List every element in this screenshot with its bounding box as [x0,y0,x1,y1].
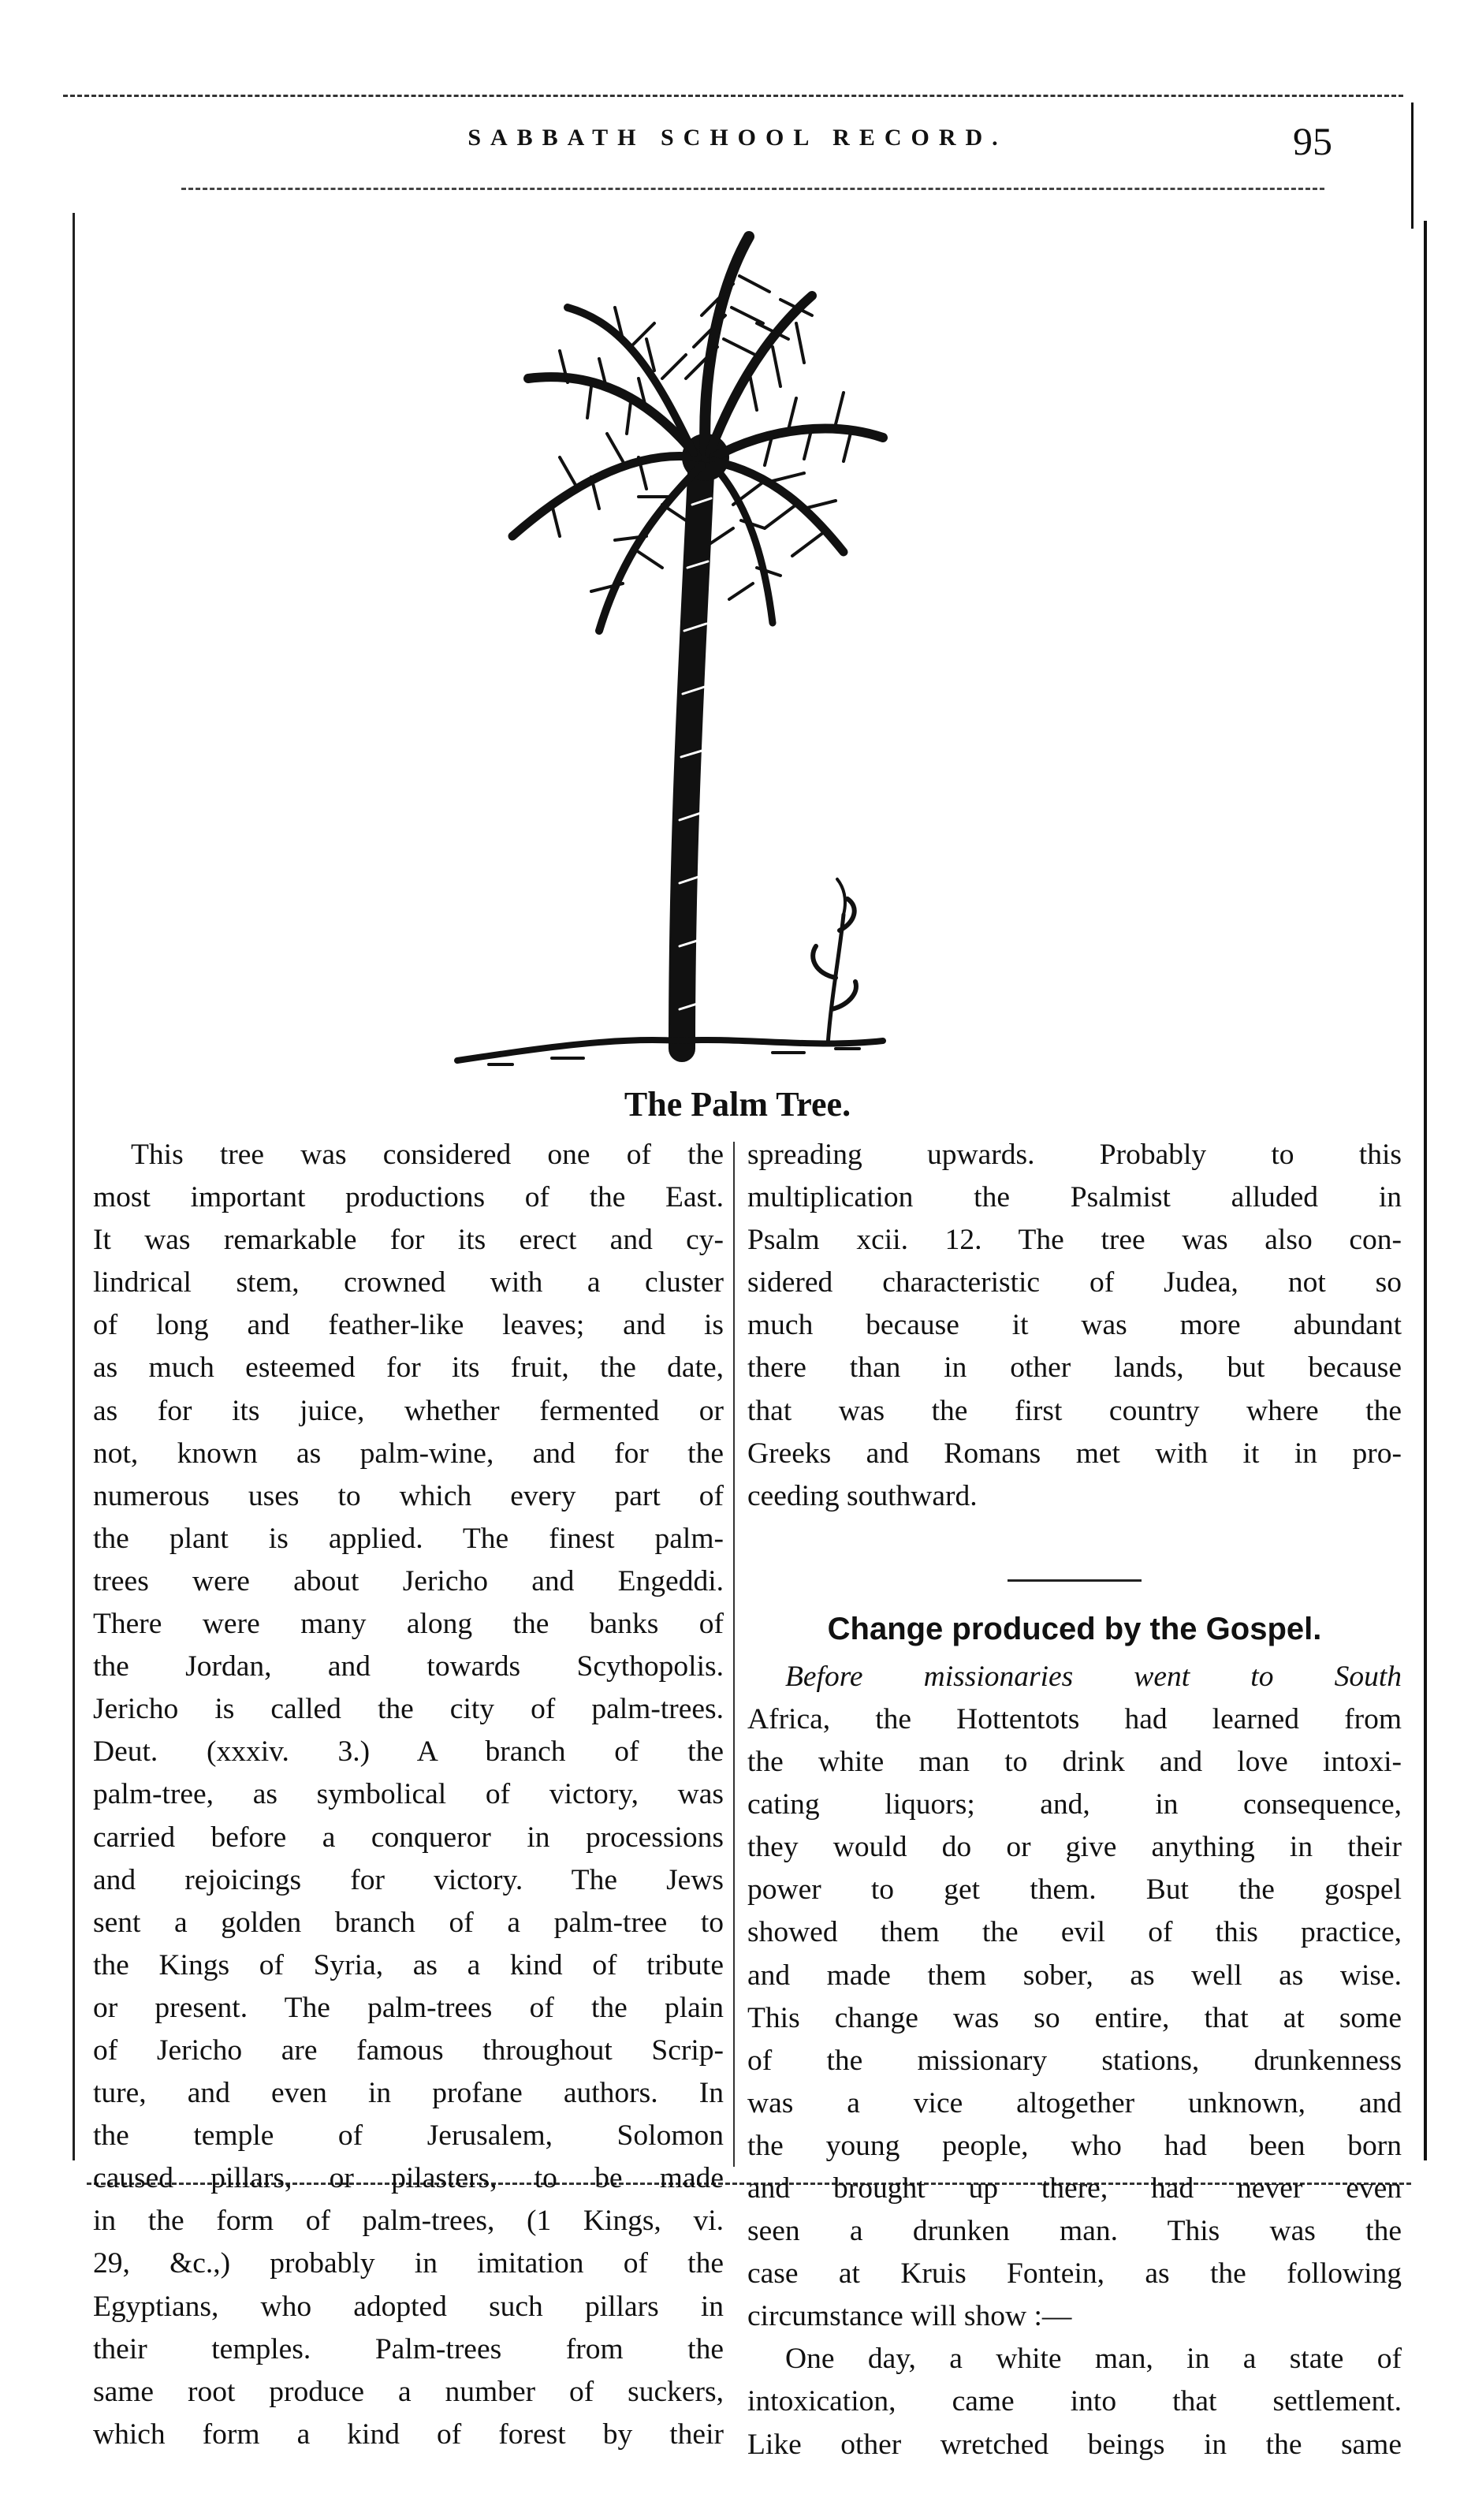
text-line: Like other wretched beings in the same [747,2428,1402,2461]
text-line: carried before a conqueror in processions [93,1821,724,1854]
text-line: circumstance will show :— [747,2300,1072,2333]
text-line: lindrical stem, crowned with a cluster [93,1266,724,1299]
text-line: Before missionaries went to South [785,1660,1402,1693]
column-divider-rule [733,1142,735,2167]
text-line: Egyptians, who adopted such pillars in [93,2290,724,2323]
article-heading: Change produced by the Gospel. [827,1611,1322,1646]
text-line: the Kings of Syria, as a kind of tribute [93,1948,724,1981]
right-column [747,1134,1402,2466]
running-title: SABBATH SCHOOL RECORD. [467,125,1008,151]
text-line: palm-tree, as symbolical of victory, was [93,1778,724,1811]
text-line: cating liquors; and, in consequence, [747,1788,1402,1821]
text-line: Jericho is called the city of palm-trees. [93,1693,724,1726]
header-top-rule [63,95,1403,97]
text-line: 29, &c.,) probably in imitation of the [93,2247,724,2280]
text-line: was a vice altogether unknown, and [747,2086,1402,2119]
text-line: There were many along the banks of [93,1608,724,1641]
page-number: 95 [1293,119,1332,163]
text-line: and rejoicings for victory. The Jews [93,1863,724,1896]
text-line: intoxication, came into that settlement. [747,2385,1402,2418]
text-line: of Jericho are famous throughout Scrip- [93,2034,724,2067]
text-line: trees were about Jericho and Engeddi. [93,1564,724,1597]
text-line: multiplication the Psalmist alluded in [747,1181,1402,1214]
header-bottom-rule [181,188,1324,190]
text-line: or present. The palm-trees of the plain [93,1991,724,2024]
text-line: Greeks and Romans met with it in pro- [747,1437,1402,1470]
text-line: the Jordan, and towards Scythopolis. [93,1650,724,1683]
section-divider [1008,1579,1142,1582]
text-line: most important productions of the East. [93,1181,724,1214]
text-line: showed them the evil of this practice, [747,1916,1402,1949]
text-line: the temple of Jerusalem, Solomon [93,2119,724,2153]
text-line: caused pillars, or pilasters, to be made [93,2162,724,2195]
frame-rule-left [73,213,75,2160]
text-line: same root produce a number of suckers, [93,2375,724,2408]
text-line: This tree was considered one of the [131,1139,724,1171]
text-line: in the form of palm-trees, (1 Kings, vi. [93,2205,724,2238]
text-line: as for its juice, whether fermented or [93,1394,724,1427]
text-line: and brought up there, had never even [747,2171,1402,2205]
text-line: as much esteemed for its fruit, the date, [93,1351,724,1385]
text-line: spreading upwards. Probably to this [747,1139,1402,1171]
text-line: seen a drunken man. This was the [747,2215,1402,2248]
text-line: sent a golden branch of a palm-tree to [93,1906,724,1939]
frame-rule-right-top [1411,103,1414,229]
text-line: which form a kind of forest by their [93,2417,724,2451]
figure-caption: The Palm Tree. [624,1085,851,1124]
palm-tree-icon [441,221,1009,1080]
text-line: of long and feather-like leaves; and is [93,1309,724,1342]
text-line: the plant is applied. The finest palm- [93,1522,724,1555]
text-line: there than in other lands, but because [747,1351,1402,1385]
text-line: numerous uses to which every part of [93,1479,724,1512]
text-line: case at Kruis Fontein, as the following [747,2257,1402,2291]
text-line: Africa, the Hottentots had learned from [747,1702,1402,1735]
text-line: the young people, who had been born [747,2129,1402,2162]
text-line: much because it was more abundant [747,1309,1402,1342]
text-line: power to get them. But the gospel [747,1873,1402,1907]
text-line: their temples. Palm-trees from the [93,2332,724,2365]
text-line: of the missionary stations, drunkenness [747,2044,1402,2077]
text-line: ture, and even in profane authors. In [93,2077,724,2110]
frame-rule-right [1424,221,1427,2160]
text-line: This change was so entire, that at some [747,2001,1402,2034]
text-line: sidered characteristic of Judea, not so [747,1266,1402,1299]
text-line: It was remarkable for its erect and cy- [93,1224,724,1257]
text-line: Deut. (xxxiv. 3.) A branch of the [93,1735,724,1769]
text-line: they would do or give anything in their [747,1831,1402,1864]
text-line: One day, a white man, in a state of [785,2343,1402,2376]
text-line: not, known as palm-wine, and for the [93,1437,724,1470]
text-line: that was the first country where the [747,1394,1402,1427]
left-column [93,1134,724,2456]
text-line: Psalm xcii. 12. The tree was also con- [747,1224,1402,1257]
text-line: ceeding southward. [747,1479,978,1512]
section-gap [747,1518,1402,1560]
text-line: the white man to drink and love intoxi- [747,1746,1402,1779]
text-line: and made them sober, as well as wise. [747,1959,1402,1992]
palm-tree-illustration [441,221,1009,1080]
